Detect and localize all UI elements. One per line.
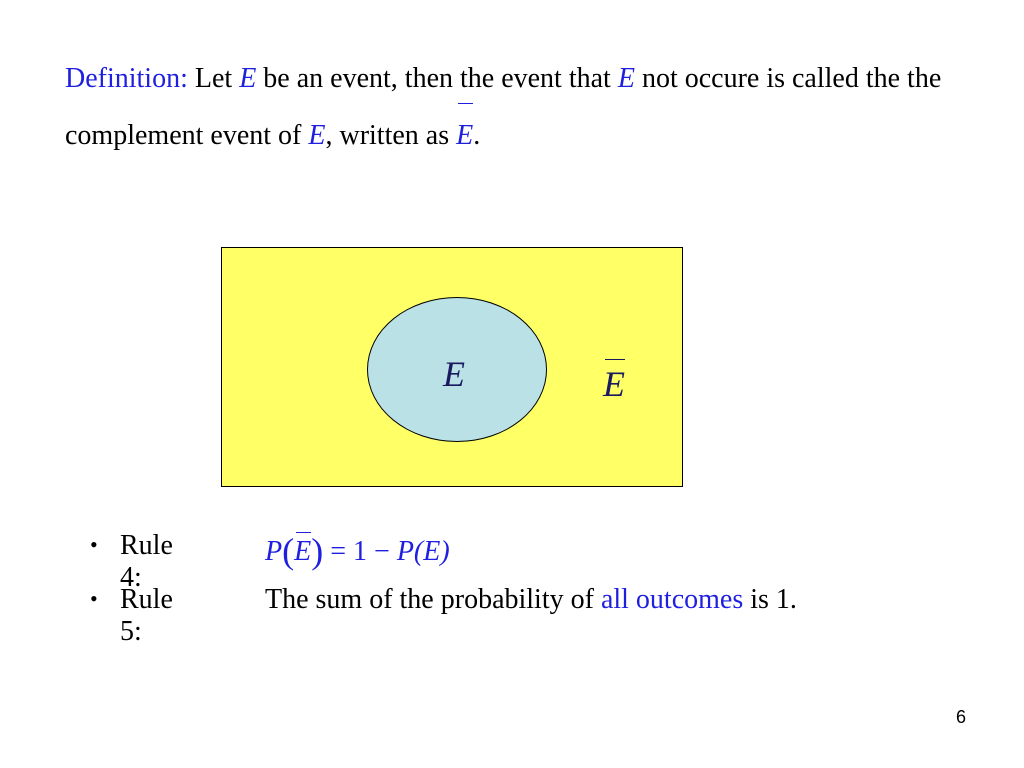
formula-rparen: ) <box>311 531 324 571</box>
event-variable: E <box>617 63 635 94</box>
complement-label: E <box>603 364 625 404</box>
formula-lparen: ( <box>282 531 295 571</box>
page-number: 6 <box>955 707 966 727</box>
definition-text-1: Let <box>194 63 233 94</box>
rule-5-highlight: all outcomes <box>600 584 744 615</box>
rule-label: Rule 4: <box>120 530 173 593</box>
venn-diagram <box>221 247 683 487</box>
bullet-icon: • <box>90 586 98 611</box>
formula-complement: E <box>294 536 312 567</box>
rule-4-formula <box>265 530 450 572</box>
definition-text-4: , written as <box>325 120 450 151</box>
rule-label: Rule 5: <box>120 584 173 647</box>
formula-inner: (E) <box>413 536 450 567</box>
rule-5-after: is 1. <box>750 584 797 615</box>
event-label: E <box>443 354 465 394</box>
rule-5-before: The sum of the probability of <box>265 584 594 615</box>
formula-p: P <box>265 536 283 567</box>
definition-paragraph <box>65 50 965 164</box>
complement-symbol: E <box>456 107 473 164</box>
definition-text-3: not occure is called the the complement event of <box>65 63 942 151</box>
rule-5-text <box>265 584 797 616</box>
definition-text-5: . <box>473 120 481 151</box>
event-variable: E <box>308 120 326 151</box>
definition-text-2: be an event, then the event that <box>263 63 611 94</box>
event-variable: E <box>239 63 257 94</box>
formula-rest: = 1 − <box>330 536 397 567</box>
bullet-icon: • <box>90 532 98 557</box>
formula-p2: P <box>396 536 414 567</box>
definition-keyword: Definition: <box>65 63 188 94</box>
